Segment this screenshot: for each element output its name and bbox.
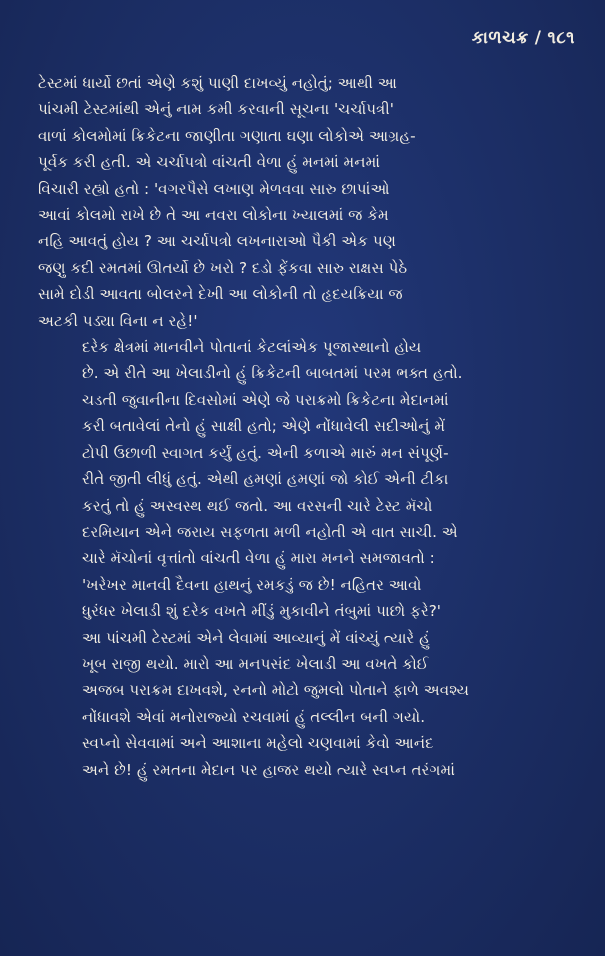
text-line: નોંધાવશે એવાં મનોરાજ્યો રચવામાં હું તલ્લીન બની ગયો. xyxy=(82,707,426,726)
text-line: અટકી પડ્યા વિના ન રહે!' xyxy=(38,311,198,330)
paragraph xyxy=(38,70,570,334)
paragraph xyxy=(38,334,570,730)
text-line: ટેસ્ટમાં ધાર્યો છતાં એણે કશું પાણી દાખવ્યું નહોતું; આથી આ xyxy=(38,74,398,92)
text-line: પૂર્વક કરી હતી. એ ચર્ચાપત્રો વાંચતી વેળા હું મનમાં મનમાં xyxy=(38,153,381,172)
text-line: વાળાં કોલમોમાં ક્રિકેટના જાણીતા ગણાતા ઘણા લોકોએ આગ્રહ- xyxy=(38,126,416,145)
text-line: અને છે! હું રમતના મેદાન પર હાજર થયો ત્યારે સ્વપ્ન તરંગમાં xyxy=(82,760,455,779)
text-line: નહિ આવતું હોય ? આ ચર્ચાપત્રો લખનારાઓ પૈકી એક પણ xyxy=(38,232,396,251)
body-text xyxy=(38,70,570,783)
paragraph xyxy=(38,730,570,783)
text-line: કરી બતાવેલાં તેનો હું સાક્ષી હતો; એણે નોંધાવેલી સદીઓનું મેં xyxy=(82,417,446,436)
text-line: દરમિયાન એને જરાય સફળતા મળી નહોતી એ વાત સાચી. એ xyxy=(82,522,458,541)
text-line: રીતે જીતી લીધું હતું. એથી હમણાં હમણાં જો કોઈ એની ટીકા xyxy=(82,470,449,489)
text-line: જણુ કદી રમતમાં ઊતર્યો છે ખરો ? દડો ફેંકવા સારુ રાક્ષસ પેઠે xyxy=(38,258,408,277)
text-line: પાંચમી ટેસ્ટમાંથી એનું નામ કમી કરવાની સૂચના 'ચર્ચાપત્રી' xyxy=(38,100,394,119)
text-line: ખૂબ રાજી થયો. મારો આ મનપસંદ ખેલાડી આ વખતે કોઈ xyxy=(82,654,429,673)
running-header xyxy=(472,28,575,48)
text-line: ચડતી જુવાનીના દિવસોમાં એણે જે પરાક્રમો ક્રિકેટના મેદાનમાં xyxy=(82,390,449,409)
text-line: દરેક ક્ષેત્રમાં માનવીને પોતાનાં કેટલાંએક પૂજાસ્થાનો હોય xyxy=(82,338,422,357)
text-line: અજબ પરાક્રમ દાખવશે, રનનો મોટો જુમલો પોતાને ફાળે અવશ્ય xyxy=(82,681,470,700)
text-line: ચારે મૅચોનાં વૃત્તાંતો વાંચતી વેળા હું મારા મનને સમજાવતો : xyxy=(82,549,435,568)
text-line: સામે દોડી આવતા બોલરને દેખી આ લોકોની તો હૃદયક્રિયા જ xyxy=(38,285,403,304)
text-line: આ પાંચમી ટેસ્ટમાં એને લેવામાં આવ્યાનું મેં વાંચ્યું ત્યારે હું xyxy=(82,628,430,647)
text-line: ટોપી ઉછાળી સ્વાગત કર્યું હતું. એની કળાએ મારું મન સંપૂર્ણ- xyxy=(82,443,449,462)
book-title: કાળચક્ર xyxy=(471,28,529,48)
header-separator: / xyxy=(534,28,542,48)
page-number: ૧૮૧ xyxy=(547,28,575,48)
text-line: વિચારી રહ્યો હતો : 'વગરપૈસે લખાણ મેળવવા સારુ છાપાંઓ xyxy=(38,179,390,198)
text-line: સ્વપ્નો સેવવામાં અને આશાના મહેલો ચણવામાં કેવો આનંદ xyxy=(82,734,434,753)
text-line: કરતું તો હું અસ્વસ્થ થઈ જતો. આ વરસની ચારે ટેસ્ટ મૅચો xyxy=(82,496,433,515)
text-line: છે. એ રીતે આ ખેલાડીનો હું ક્રિકેટની બાબતમાં પરમ ભક્ત હતો. xyxy=(82,364,463,383)
text-line: ધુરંધર ખેલાડી શું દરેક વખતે મીંડું મુકાવીને તંબુમાં પાછો ફરે?' xyxy=(82,602,441,621)
text-line: 'ખરેખર માનવી દૈવના હાથનું રમકડું જ છે! નહિતર આવો xyxy=(82,575,422,594)
text-line: આવાં કોલમો રાખે છે તે આ નવરા લોકોના ખ્યાલમાં જ કેમ xyxy=(38,206,389,225)
